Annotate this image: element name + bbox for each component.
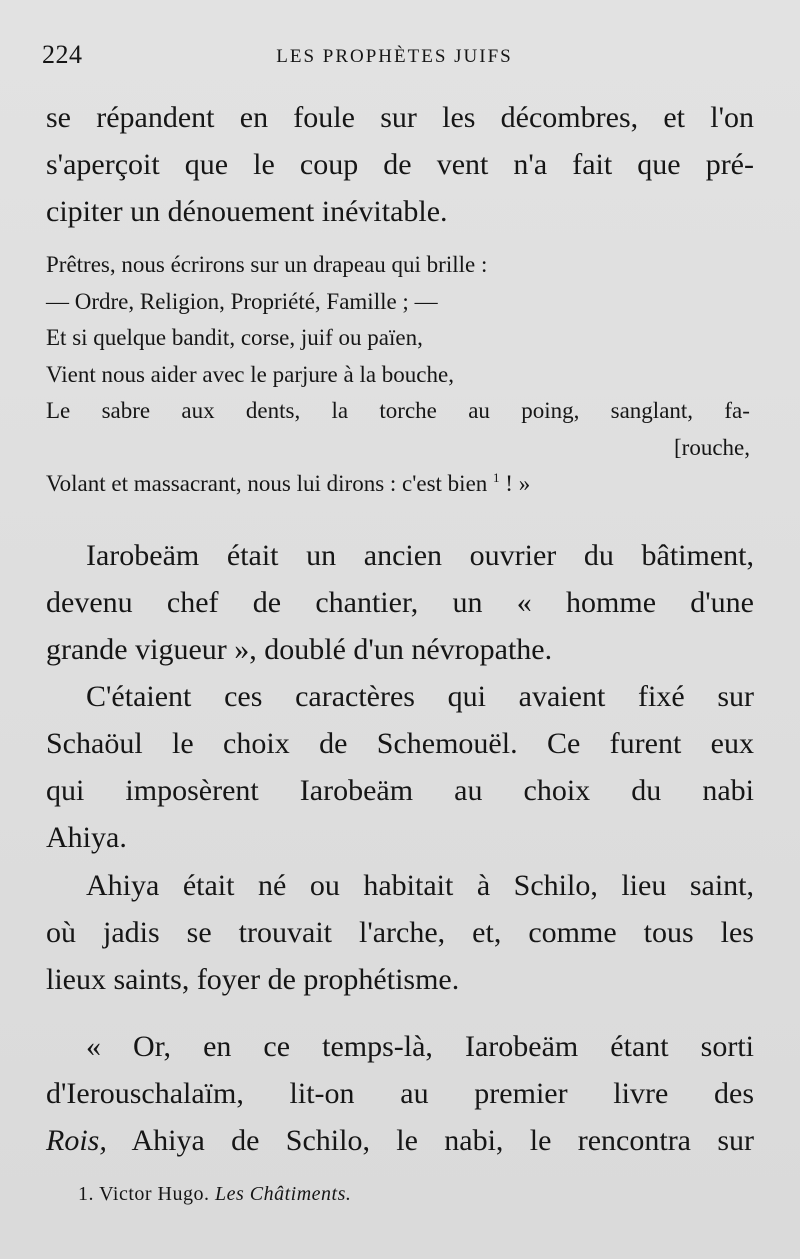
paragraph-1 <box>46 94 754 235</box>
text-line: Iarobeäm était un ancien ouvrier du bâtiment, <box>86 539 754 572</box>
verse-line <box>46 466 750 503</box>
text-line: Ahiya était né ou habitait à Schilo, lieu saint, <box>86 869 754 902</box>
text-line: grande vigueur », doublé d'un névropathe. <box>46 633 553 666</box>
verse-text: ! » <box>505 471 531 496</box>
text-line: lieux saints, foyer de prophétisme. <box>46 963 460 996</box>
verse-line-continuation: [rouche, <box>674 434 750 460</box>
text-line: devenu chef de chantier, un « homme d'une <box>46 586 754 619</box>
text-line: qui imposèrent Iarobeäm au choix du nabi <box>46 774 754 807</box>
book-title-italic: Rois, <box>46 1124 107 1157</box>
verse-word: sabre <box>101 398 151 423</box>
verse-line: — Ordre, Religion, Propriété, Famille ; — <box>46 288 438 314</box>
verse-word: fa- <box>724 398 750 423</box>
page-header <box>42 40 747 72</box>
text-line: Schaöul le choix de Schemouël. Ce furent eux <box>46 727 754 760</box>
text-line <box>46 1117 754 1164</box>
verse-word: sanglant, <box>610 398 694 423</box>
text-line: cipiter un dénouement inévitable. <box>46 195 448 228</box>
text-line: d'Ierouschalaïm, lit-on au premier livre des <box>46 1077 754 1110</box>
footnote-author: Victor Hugo. <box>99 1183 210 1205</box>
paragraph-5 <box>46 1023 754 1164</box>
text-line: s'aperçoit que le coup de vent n'a fait que pré- <box>46 148 754 181</box>
verse-quotation <box>46 247 750 503</box>
text-line: C'étaient ces caractères qui avaient fixé sur <box>86 680 754 713</box>
text-line: se répandent en foule sur les décombres, et l'on <box>46 101 754 134</box>
verse-word: torche <box>379 398 437 423</box>
verse-line: Vient nous aider avec le parjure à la bouche, <box>46 361 454 387</box>
paragraph-3 <box>46 673 754 861</box>
verse-word: au <box>468 398 490 423</box>
verse-line: Prêtres, nous écrirons sur un drapeau qui brille : <box>46 252 488 277</box>
verse-text: Volant et massacrant, nous lui dirons : c'est bien <box>46 471 488 496</box>
footnote-title: Les Châtiments. <box>214 1183 352 1205</box>
text-line: Ahiya. <box>46 821 127 854</box>
verse-line <box>46 393 750 430</box>
verse-word: poing, <box>521 398 580 423</box>
verse-word: Le <box>46 398 71 423</box>
footnote-reference: 1 <box>493 470 500 485</box>
verse-word: la <box>331 398 349 423</box>
text-fragment: Ahiya de Schilo, le nabi, le rencontra sur <box>106 1124 754 1157</box>
paragraph-2 <box>46 532 754 673</box>
verse-word: aux <box>181 398 215 423</box>
verse-word: dents, <box>245 398 301 423</box>
page-number: 224 <box>42 40 83 69</box>
verse-line: Et si quelque bandit, corse, juif ou païen, <box>46 325 423 350</box>
footnote <box>78 1183 351 1206</box>
paragraph-4 <box>46 862 754 1003</box>
text-line: « Or, en ce temps-là, Iarobeäm étant sorti <box>86 1030 754 1063</box>
running-title: LES PROPHÈTES JUIFS <box>276 46 513 67</box>
footnote-number: 1. <box>78 1183 94 1205</box>
text-line: où jadis se trouvait l'arche, et, comme tous les <box>46 916 754 949</box>
